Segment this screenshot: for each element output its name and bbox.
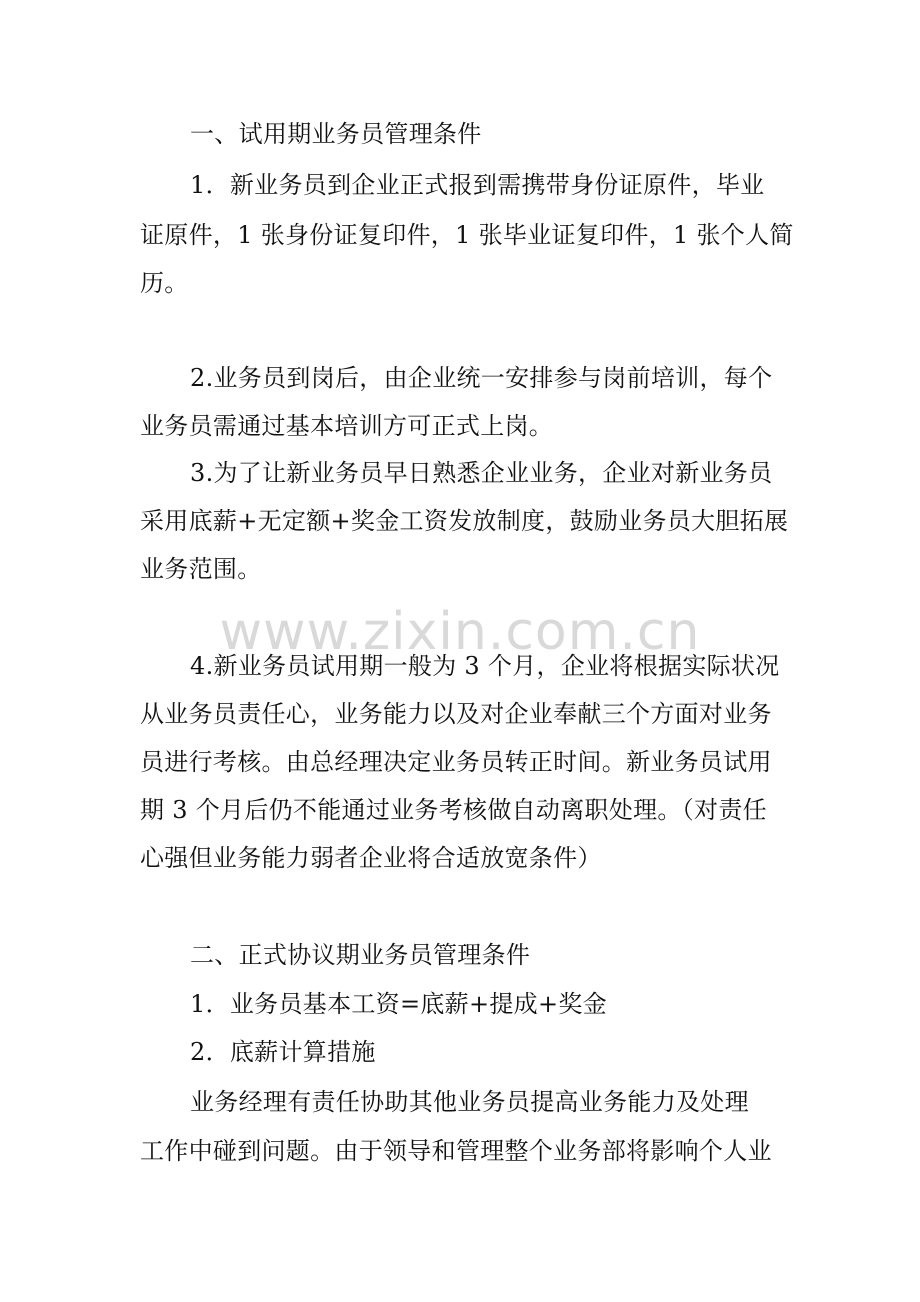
paragraph-line: 期 3 个月后仍不能通过业务考核做自动离职处理。（对责任 xyxy=(140,796,767,824)
paragraph-line: 2.业务员到岗后，由企业统一安排参与岗前培训，每个 xyxy=(190,364,773,392)
paragraph-line: 4.新业务员试用期一般为 3 个月，企业将根据实际状况 xyxy=(190,652,780,680)
paragraph-line: 2．底薪计算措施 xyxy=(190,1038,376,1066)
paragraph-line: 采用底薪+无定额+奖金工资发放制度，鼓励业务员大胆拓展 xyxy=(140,507,789,535)
paragraph-line: 1．新业务员到企业正式报到需携带身份证原件，毕业 xyxy=(190,171,765,199)
paragraph-line: 员进行考核。由总经理决定业务员转正时间。新业务员试用 xyxy=(140,748,772,776)
paragraph-line: 业务员需通过基本培训方可正式上岗。 xyxy=(140,412,554,440)
paragraph-line: 业务范围。 xyxy=(140,555,262,583)
watermark: www.zixin.com.cn xyxy=(219,602,701,662)
paragraph-line: 心强但业务能力弱者企业将合适放宽条件） xyxy=(140,844,602,872)
paragraph-line: 从业务员责任心，业务能力以及对企业奉献三个方面对业务 xyxy=(140,700,772,728)
paragraph-line: 证原件，1 张身份证复印件，1 张毕业证复印件，1 张个人简 xyxy=(140,221,794,249)
paragraph-line: 工作中碰到问题。由于领导和管理整个业务部将影响个人业 xyxy=(140,1137,772,1165)
paragraph-line: 3.为了让新业务员早日熟悉企业业务，企业对新业务员 xyxy=(190,459,773,487)
section-heading-probation: 一、试用期业务员管理条件 xyxy=(190,120,482,148)
section-heading-formal: 二、正式协议期业务员管理条件 xyxy=(190,941,531,969)
paragraph-line: 历。 xyxy=(140,269,189,297)
paragraph-line: 1．业务员基本工资=底薪+提成+奖金 xyxy=(190,990,607,1018)
paragraph-line: 业务经理有责任协助其他业务员提高业务能力及处理 xyxy=(190,1088,749,1116)
